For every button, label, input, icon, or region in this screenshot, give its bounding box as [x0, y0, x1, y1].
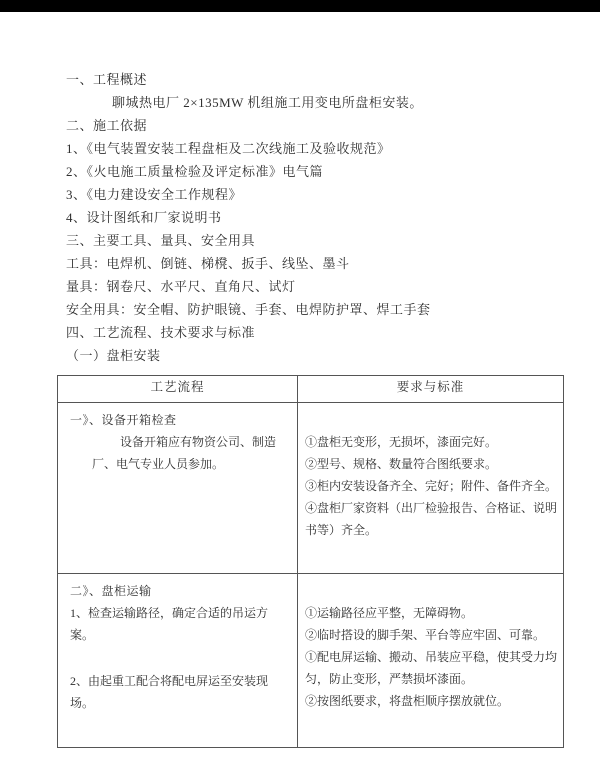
project-description: 聊城热电厂 2×135MW 机组施工用变电所盘柜安装。: [112, 95, 423, 110]
basis-item-2: 2、《火电施工质量检验及评定标准》电气篇: [66, 164, 324, 179]
step-item: 1、检查运输路径，确定合适的吊运方案。: [70, 606, 269, 642]
requirement-item: ①配电屏运输、搬动、吊装应平稳，使其受力均匀，防止变形，严禁损坏漆面。: [305, 650, 558, 686]
requirement-item: ③柜内安装设备齐全、完好；附件、备件齐全。: [305, 479, 558, 493]
subheading-panel-installation: （一）盘柜安装: [66, 348, 161, 363]
table-header-requirements: 要求与标准: [298, 376, 564, 403]
table-header-process: 工艺流程: [58, 376, 298, 403]
table-header-row: [58, 376, 564, 403]
heading-construction-basis: 二、施工依据: [66, 118, 148, 133]
requirements-cell-transport: [298, 574, 564, 748]
step-item: 2、由起重工配合将配电屏运至安装现场。: [70, 674, 269, 710]
heading-project-overview: 一、工程概述: [66, 72, 148, 87]
heading-tools: 三、主要工具、量具、安全用具: [66, 233, 256, 248]
requirements-cell-unboxing: [298, 403, 564, 574]
safety-equipment-list: 安全用具：安全帽、防护眼镜、手套、电焊防护罩、焊工手套: [66, 302, 431, 317]
basis-item-1: 1、《电气装置安装工程盘柜及二次线施工及验收规范》: [66, 141, 391, 156]
basis-item-3: 3、《电力建设安全工作规程》: [66, 187, 243, 202]
measuring-tools-list: 量具：钢卷尺、水平尺、直角尺、试灯: [66, 279, 296, 294]
requirement-item: ①盘柜无变形，无损坏，漆面完好。: [305, 435, 498, 449]
requirement-item: ④盘柜厂家资料（出厂检验报告、合格证、说明书等）齐全。: [305, 501, 558, 537]
process-standards-table: [57, 375, 564, 748]
process-cell-transport: [58, 574, 298, 748]
basis-item-4: 4、设计图纸和厂家说明书: [66, 210, 222, 225]
scan-top-bar: [0, 0, 600, 12]
step-title: 一》、设备开箱检查: [70, 413, 177, 427]
tools-list: 工具：电焊机、倒链、梯櫈、扳手、线坠、墨斗: [66, 256, 350, 271]
requirement-item: ①运输路径应平整，无障碍物。: [305, 606, 474, 620]
requirement-item: ②型号、规格、数量符合图纸要求。: [305, 457, 498, 471]
table-row-panel-transport: [58, 574, 564, 748]
requirement-item: ②临时搭设的脚手架、平台等应牢固、可靠。: [305, 628, 546, 642]
table-row-unboxing-inspection: [58, 403, 564, 574]
process-cell-unboxing: [58, 403, 298, 574]
requirement-item: ②按图纸要求，将盘柜顺序摆放就位。: [305, 694, 510, 708]
document-body: [0, 68, 600, 748]
step-title: 二》、盘柜运输: [70, 584, 152, 598]
heading-process-standards: 四、工艺流程、技术要求与标准: [66, 325, 256, 340]
step-description: 设备开箱应有物资公司、制造厂、电气专业人员参加。: [92, 435, 277, 471]
